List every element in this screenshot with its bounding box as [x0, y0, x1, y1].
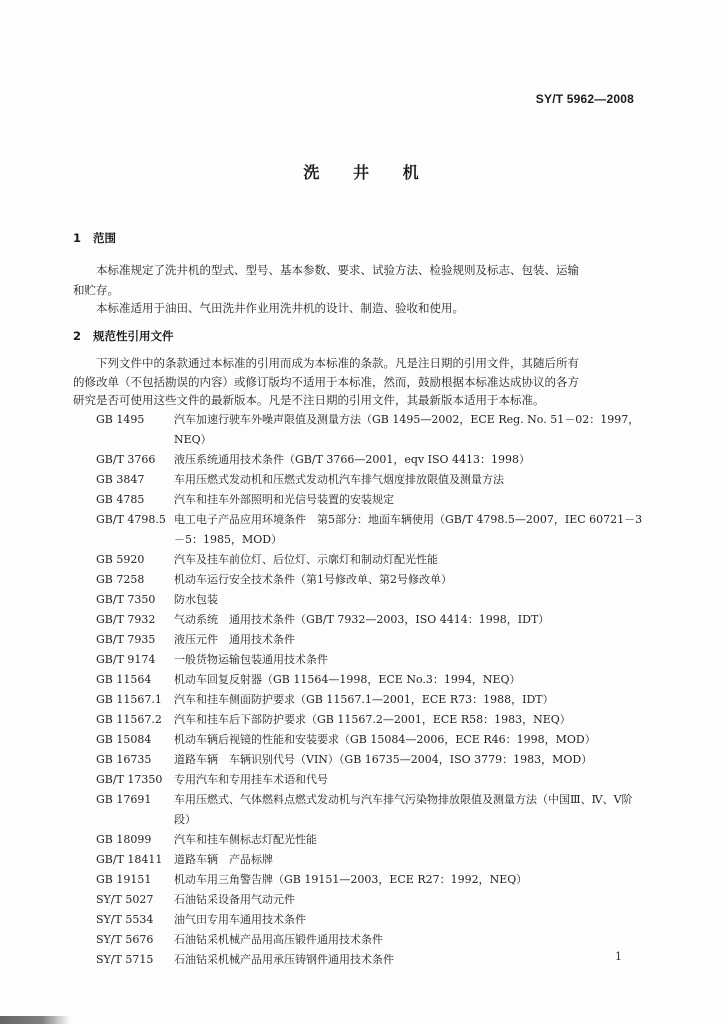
reference-item: [96, 750, 644, 770]
reference-code: GB 3847: [96, 473, 145, 486]
reference-item: [96, 730, 644, 750]
reference-item: [96, 410, 644, 450]
reference-title: 汽车和挂车后下部防护要求（GB 11567.2—2001，ECE R58：1983，NEQ）: [174, 713, 571, 726]
reference-title: 汽车和挂车侧面防护要求（GB 11567.1—2001，ECE R73：1988，IDT）: [174, 693, 554, 706]
reference-item: [96, 770, 644, 790]
reference-code: GB 19151: [96, 873, 152, 886]
reference-item: [96, 550, 644, 570]
reference-item: [96, 710, 644, 730]
reference-code: GB/T 7932: [96, 613, 156, 626]
reference-item: [96, 590, 644, 610]
reference-title: 石油钻采设备用气动元件: [174, 893, 295, 906]
section-title: 规范性引用文件: [93, 329, 174, 343]
reference-item: [96, 470, 644, 490]
reference-item: [96, 850, 644, 870]
reference-code: GB/T 3766: [96, 453, 156, 466]
reference-title: 机动车运行安全技术条件（第1号修改单、第2号修改单）: [174, 573, 452, 586]
reference-title: 道路车辆 车辆识别代号（VIN）（GB 16735—2004，ISO 3779：1983，MOD）: [174, 753, 593, 766]
scan-artifact: [0, 1016, 70, 1024]
reference-item: [96, 570, 644, 590]
reference-code: GB 4785: [96, 493, 145, 506]
reference-item: [96, 650, 644, 670]
reference-item: [96, 630, 644, 650]
reference-code: GB/T 4798.5: [96, 513, 166, 526]
reference-title: 机动车用三角警告牌（GB 19151—2003，ECE R27：1992，NEQ）: [174, 873, 528, 886]
references-intro-line-2: 的修改单（不包括勘误的内容）或修订版均不适用于本标准，然而，鼓励根据本标准达成协议的各方: [73, 375, 579, 389]
reference-title: 汽车及挂车前位灯、后位灯、示廓灯和制动灯配光性能: [174, 553, 438, 566]
reference-title: 汽车和挂车外部照明和光信号装置的安装规定: [174, 493, 394, 506]
reference-item: [96, 490, 644, 510]
reference-code: GB 17691: [96, 793, 152, 806]
section-2-heading: [73, 328, 174, 344]
scope-paragraph-1-line-2: 和贮存。: [73, 283, 119, 297]
reference-title: 液压元件 通用技术条件: [174, 633, 295, 646]
reference-code: SY/T 5715: [96, 953, 154, 966]
reference-code: SY/T 5027: [96, 893, 154, 906]
reference-code: SY/T 5534: [96, 913, 154, 926]
reference-code: GB/T 18411: [96, 853, 163, 866]
reference-item: [96, 510, 644, 550]
reference-code: GB 18099: [96, 833, 152, 846]
reference-code: GB 5920: [96, 553, 145, 566]
reference-code: GB 7258: [96, 573, 145, 586]
section-number: 1: [73, 231, 82, 245]
reference-item: [96, 910, 644, 930]
reference-item: [96, 690, 644, 710]
reference-title: 石油钻采机械产品用高压锻件通用技术条件: [174, 933, 383, 946]
page-number: 1: [615, 950, 622, 963]
references-intro-line-3: 研究是否可使用这些文件的最新版本。凡是不注日期的引用文件，其最新版本适用于本标准。: [73, 393, 545, 407]
standard-code: SY/T 5962—2008: [535, 92, 634, 106]
reference-title: 油气田专用车通用技术条件: [174, 913, 306, 926]
reference-code: SY/T 5676: [96, 933, 154, 946]
reference-code: GB 11567.2: [96, 713, 162, 726]
reference-title: 汽车加速行驶车外噪声限值及测量方法（GB 1495—2002，ECE Reg. No. 51－02：1997，NEQ）: [174, 413, 640, 446]
reference-code: GB/T 7350: [96, 593, 156, 606]
scope-paragraph-2: 本标准适用于油田、气田洗井作业用洗井机的设计、制造、验收和使用。: [96, 301, 464, 315]
reference-code: GB 1495: [96, 413, 145, 426]
reference-code: GB 16735: [96, 753, 152, 766]
section-title: 范围: [93, 231, 116, 245]
reference-title: 车用压燃式、气体燃料点燃式发动机与汽车排气污染物排放限值及测量方法（中国Ⅲ、Ⅳ、Ⅴ阶段）: [174, 793, 633, 826]
reference-title: 车用压燃式发动机和压燃式发动机汽车排气烟度排放限值及测量方法: [174, 473, 504, 486]
section-number: 2: [73, 329, 82, 343]
reference-item: [96, 830, 644, 850]
reference-item: [96, 790, 644, 830]
reference-item: [96, 450, 644, 470]
reference-title: 一般货物运输包装通用技术条件: [174, 653, 328, 666]
reference-title: 机动车回复反射器（GB 11564—1998，ECE No.3：1994，NEQ）: [174, 673, 521, 686]
reference-code: GB 15084: [96, 733, 152, 746]
reference-title: 汽车和挂车侧标志灯配光性能: [174, 833, 317, 846]
reference-item: [96, 930, 644, 950]
reference-item: [96, 670, 644, 690]
reference-code: GB/T 7935: [96, 633, 156, 646]
scope-paragraph-1-line-1: 本标准规定了洗井机的型式、型号、基本参数、要求、试验方法、检验规则及标志、包装、运输: [96, 263, 579, 277]
document-title: 洗 井 机: [303, 163, 433, 182]
reference-title: 专用汽车和专用挂车术语和代号: [174, 773, 328, 786]
reference-code: GB 11564: [96, 673, 152, 686]
references-intro-line-1: 下列文件中的条款通过本标准的引用而成为本标准的条款。凡是注日期的引用文件，其随后所有: [96, 356, 579, 370]
section-1-heading: [73, 230, 116, 246]
reference-code: GB 11567.1: [96, 693, 162, 706]
reference-item: [96, 870, 644, 890]
reference-item: [96, 950, 644, 970]
reference-code: GB/T 9174: [96, 653, 156, 666]
reference-title: 电工电子产品应用环境条件 第5部分：地面车辆使用（GB/T 4798.5—2007，IEC 60721－3－5：1985，MOD）: [174, 513, 643, 546]
reference-item: [96, 610, 644, 630]
reference-title: 道路车辆 产品标牌: [174, 853, 273, 866]
references-list: [96, 410, 644, 970]
reference-title: 防水包装: [174, 593, 218, 606]
reference-title: 石油钻采机械产品用承压铸钢件通用技术条件: [174, 953, 394, 966]
reference-code: GB/T 17350: [96, 773, 163, 786]
reference-title: 机动车辆后视镜的性能和安装要求（GB 15084—2006，ECE R46：1998，MOD）: [174, 733, 596, 746]
reference-title: 液压系统通用技术条件（GB/T 3766—2001，eqv ISO 4413：1998）: [174, 453, 531, 466]
reference-title: 气动系统 通用技术条件（GB/T 7932—2003，ISO 4414：1998，IDT）: [174, 613, 550, 626]
reference-item: [96, 890, 644, 910]
